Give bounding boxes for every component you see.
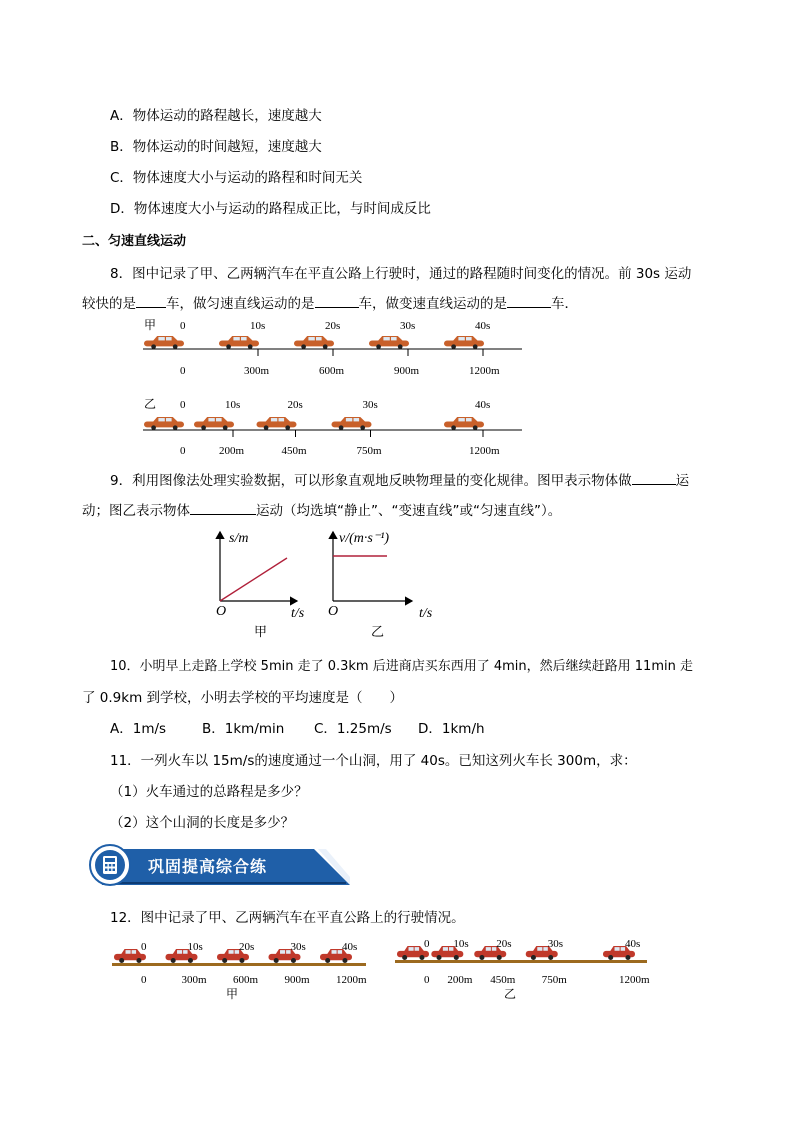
q8-line1: 8．图中记录了甲、乙两辆汽车在平直公路上行驶时，通过的路程随时间变化的情况。前 30s 运动 [110, 266, 692, 282]
time-label: 40s [342, 941, 358, 953]
q10-option-d: D．1km/h [418, 721, 485, 737]
distance-label: 900m [394, 365, 420, 377]
graph-jia-xlabel: t/s [291, 606, 305, 621]
q10-option-b: B．1km/min [202, 721, 285, 737]
q12-yi-track [395, 938, 650, 1001]
time-label: 30s [362, 399, 378, 411]
graph-yi-caption: 乙 [371, 624, 385, 639]
time-label: 0 [424, 938, 430, 950]
time-label: 20s [239, 941, 255, 953]
graph-yi-xlabel: t/s [419, 606, 433, 621]
distance-label: 0 [141, 974, 147, 986]
q10-option-a: A．1m/s [110, 721, 167, 737]
time-label: 0 [180, 320, 186, 332]
time-label: 10s [250, 320, 266, 332]
q11-line1: 11．一列火车以 15m/s的速度通过一个山洞，用了 40s。已知这列火车长 300m，求： [110, 753, 637, 769]
distance-label: 0 [180, 445, 186, 457]
q9-text-a: 9．利用图像法处理实验数据，可以形象直观地反映物理量的变化规律。图甲表示物体做 [110, 473, 632, 489]
q12-line1: 12．图中记录了甲、乙两辆汽车在平直公路上的行驶情况。 [110, 910, 465, 926]
distance-label: 200m [219, 445, 245, 457]
banner-title: 巩固提高综合练 [148, 857, 268, 876]
q10-option-c: C．1.25m/s [314, 721, 392, 737]
q8-text-a: 较快的是 [82, 296, 136, 312]
time-label: 40s [475, 320, 491, 332]
time-label: 10s [187, 941, 203, 953]
time-label: 30s [547, 938, 564, 950]
distance-label: 450m [281, 445, 307, 457]
q9-text-b: 运 [675, 473, 690, 489]
distance-label: 0 [180, 365, 186, 377]
q9-text-d: 运动（均选填“静止”、“变速直线”或“匀速直线”）。 [256, 503, 562, 519]
q8-text-c: 车，做变速直线运动的是 [358, 296, 507, 312]
distance-label: 1200m [469, 365, 500, 377]
q8-text-b: 车，做匀速直线运动的是 [166, 296, 315, 312]
time-label: 20s [287, 399, 303, 411]
distance-label: 900m [284, 974, 310, 986]
distance-label: 300m [181, 974, 207, 986]
graph-yi-ylabel: v/(m·s⁻¹) [339, 531, 390, 546]
q12-jia-label: 甲 [226, 987, 239, 1001]
time-label: 30s [290, 941, 306, 953]
distance-label: 600m [233, 974, 259, 986]
time-label: 40s [625, 938, 641, 950]
time-label: 10s [453, 938, 469, 950]
time-label: 0 [180, 399, 186, 411]
q11-sub1: （1）火车通过的总路程是多少？ [110, 784, 308, 800]
time-label: 0 [141, 941, 147, 953]
distance-label: 750m [541, 974, 567, 986]
section-title: 二、匀速直线运动 [82, 234, 187, 249]
q7-option-a: A．物体运动的路程越长，速度越大 [110, 108, 322, 124]
time-label: 40s [475, 399, 491, 411]
distance-label: 1200m [469, 445, 500, 457]
distance-label: 600m [319, 365, 345, 377]
q7-option-c: C．物体速度大小与运动的路程和时间无关 [110, 170, 363, 186]
time-label: 20s [496, 938, 512, 950]
graph-yi-origin: O [328, 604, 339, 619]
distance-label: 200m [447, 974, 473, 986]
distance-label: 750m [356, 445, 382, 457]
distance-label: 300m [244, 365, 270, 377]
distance-label: 1200m [336, 974, 367, 986]
q12-yi-label: 乙 [504, 987, 517, 1001]
q11-sub2: （2）这个山洞的长度是多少？ [110, 815, 295, 831]
graph-jia-ylabel: s/m [229, 531, 249, 546]
q10-line1: 10．小明早上走路上学校 5min 走了 0.3km 后进商店买东西用了 4min，然后继续赶路用 11min 走 [110, 659, 693, 674]
graph-jia-origin: O [216, 604, 227, 619]
distance-label: 450m [490, 974, 516, 986]
graph-jia-caption: 甲 [254, 624, 268, 639]
q9-text-c: 动；图乙表示物体 [82, 503, 190, 519]
time-label: 20s [325, 320, 341, 332]
q12-jia-track [112, 941, 367, 1001]
q7-option-b: B．物体运动的时间越短，速度越大 [110, 139, 322, 155]
q8-text-d: 车． [551, 296, 578, 312]
q8-yi-label: 乙 [144, 397, 157, 411]
time-label: 10s [225, 399, 241, 411]
time-label: 30s [400, 320, 416, 332]
distance-label: 0 [424, 974, 430, 986]
q10-line2: 了 0.9km 到学校，小明去学校的平均速度是（ ） [82, 690, 404, 706]
q7-option-d: D．物体速度大小与运动的路程成正比，与时间成反比 [110, 201, 431, 217]
distance-label: 1200m [619, 974, 650, 986]
q8-jia-label: 甲 [144, 318, 157, 332]
